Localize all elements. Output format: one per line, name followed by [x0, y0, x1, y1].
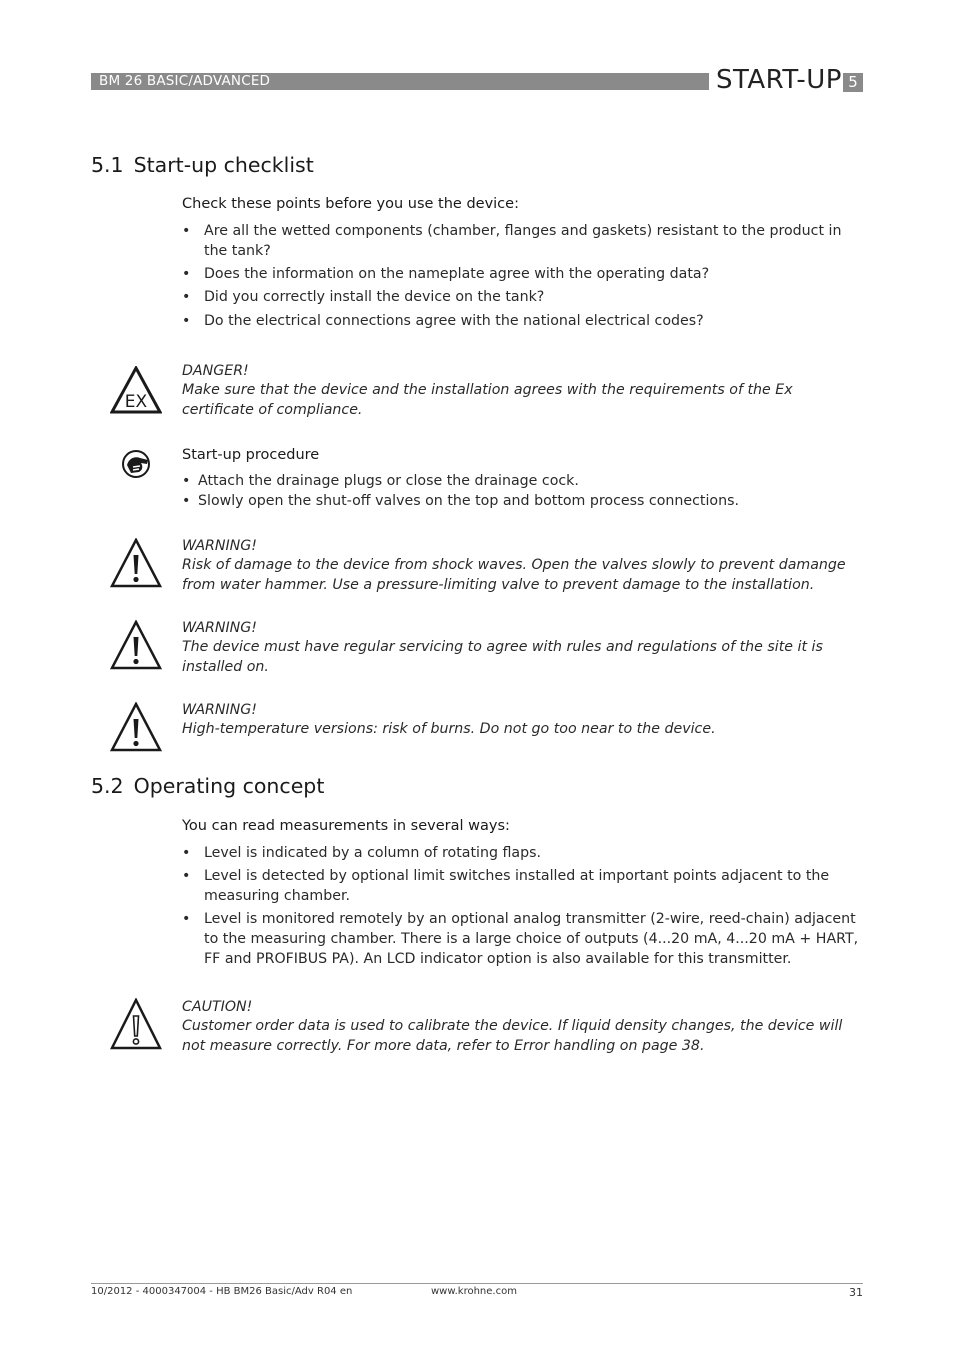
warning-note-3: [182, 701, 864, 740]
section-title: Operating concept: [133, 774, 325, 798]
section-number: 5.1: [91, 153, 124, 177]
warning-triangle-icon: [110, 620, 162, 670]
list-item: • Do the electrical connections agree with the national electrical codes?: [182, 312, 864, 332]
warning-text: The device must have regular servicing to agree with rules and regulations of the site it is installed on.: [182, 639, 823, 675]
caution-note: [182, 998, 864, 1056]
warning-label: WARNING!: [182, 702, 257, 718]
list-item: • Slowly open the shut-off valves on the top and bottom process connections.: [182, 492, 864, 512]
caution-text: Customer order data is used to calibrate the device. If liquid density changes, the device will not measure correctly. For more data, refer to Error handling on page 38.: [182, 1018, 843, 1054]
checklist-lead: Check these points before you use the device:: [182, 196, 519, 212]
procedure-title: Start-up procedure: [182, 447, 320, 463]
danger-label: DANGER!: [182, 363, 249, 379]
section-heading-startup-checklist: [91, 153, 314, 177]
danger-note: [182, 362, 864, 420]
chapter-number: 5: [843, 73, 863, 92]
section-heading-operating-concept: [91, 774, 324, 798]
warning-triangle-icon: [110, 702, 162, 752]
operating-list: [182, 844, 864, 973]
ex-hazard-icon: [110, 366, 162, 414]
header-product-bar: [91, 73, 709, 90]
danger-text: Make sure that the device and the installation agrees with the requirements of the Ex certificate of compliance.: [182, 382, 793, 418]
operating-lead: You can read measurements in several ways:: [182, 818, 510, 834]
warning-note-2: [182, 619, 864, 677]
warning-text: High-temperature versions: risk of burns. Do not go too near to the device.: [182, 721, 716, 738]
list-item: • Attach the drainage plugs or close the drainage cock.: [182, 472, 864, 492]
section-number: 5.2: [91, 774, 124, 798]
chapter-title: START-UP: [716, 65, 842, 95]
header-product: BM 26 BASIC/ADVANCED: [99, 73, 271, 89]
section-title: Start-up checklist: [133, 153, 314, 177]
caution-label: CAUTION!: [182, 999, 253, 1015]
warning-label: WARNING!: [182, 620, 257, 636]
list-item: • Does the information on the nameplate agree with the operating data?: [182, 265, 864, 285]
hand-procedure-icon: [121, 449, 153, 479]
footer-divider: [91, 1283, 863, 1284]
footer-website[interactable]: www.krohne.com: [431, 1286, 517, 1297]
checklist: [182, 222, 864, 335]
footer-doc-ref: 10/2012 - 4000347004 - HB BM26 Basic/Adv R04 en: [91, 1286, 353, 1297]
warning-label: WARNING!: [182, 538, 257, 554]
list-item: • Level is detected by optional limit switches installed at important points adjacent to the measuring chamber.: [182, 867, 864, 906]
list-item: • Are all the wetted components (chamber, flanges and gaskets) resistant to the product in the tank?: [182, 222, 864, 261]
warning-triangle-icon: [110, 538, 162, 588]
caution-triangle-icon: [110, 998, 162, 1050]
procedure-list: [182, 472, 864, 511]
warning-text: Risk of damage to the device from shock waves. Open the valves slowly to prevent damange from water hammer. Use a pressure-limiting valve to prevent damage to the installation.: [182, 557, 846, 593]
list-item: • Level is indicated by a column of rotating flaps.: [182, 844, 864, 864]
list-item: • Did you correctly install the device on the tank?: [182, 288, 864, 308]
svg-text:EX: EX: [124, 392, 148, 412]
warning-note-1: [182, 537, 864, 595]
page-number: 31: [849, 1286, 863, 1299]
list-item: • Level is monitored remotely by an optional analog transmitter (2-wire, reed-chain) adjacent to the measuring chamber. There is a large choice of outputs (4...20 mA, 4...20 mA + HART, FF and PROFIBUS PA). An LCD indicator option is also available for this transmitter.: [182, 910, 864, 969]
